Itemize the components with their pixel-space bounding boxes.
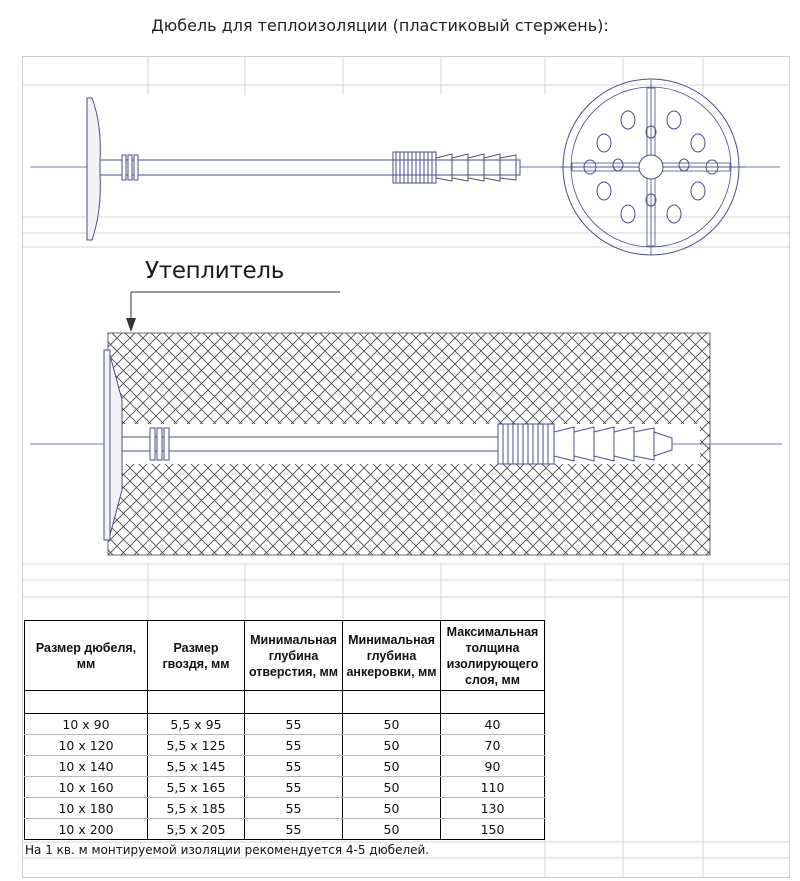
table-row bbox=[25, 756, 545, 777]
cell-insulation-thickness: 130 bbox=[441, 798, 545, 819]
cell-nail-size: 5,5 х 165 bbox=[148, 777, 245, 798]
table-blank-row bbox=[25, 691, 545, 714]
cell-anchor-depth: 50 bbox=[343, 819, 441, 840]
cell-hole-depth: 55 bbox=[245, 798, 343, 819]
cell-dowel-size: 10 х 140 bbox=[25, 756, 148, 777]
cell-insulation-thickness: 110 bbox=[441, 777, 545, 798]
cell-dowel-size: 10 х 120 bbox=[25, 735, 148, 756]
table-row bbox=[25, 735, 545, 756]
header-nail-size: Размер гвоздя, мм bbox=[148, 621, 245, 691]
cell-dowel-size: 10 х 200 bbox=[25, 819, 148, 840]
insulation-leader-line bbox=[126, 292, 340, 332]
cell-hole-depth: 55 bbox=[245, 777, 343, 798]
cell-anchor-depth: 50 bbox=[343, 777, 441, 798]
header-min-anchor-depth: Минимальная глубина анкеровки, мм bbox=[343, 621, 441, 691]
insulation-section bbox=[30, 333, 782, 555]
cell-nail-size: 5,5 х 205 bbox=[148, 819, 245, 840]
dowel-spec-table bbox=[24, 620, 545, 840]
cell-insulation-thickness: 40 bbox=[441, 714, 545, 735]
cell-nail-size: 5,5 х 185 bbox=[148, 798, 245, 819]
dowel-head-front-view bbox=[560, 79, 745, 255]
table-row bbox=[25, 714, 545, 735]
cell-nail-size: 5,5 х 145 bbox=[148, 756, 245, 777]
cell-insulation-thickness: 90 bbox=[441, 756, 545, 777]
table-row bbox=[25, 819, 545, 840]
cell-dowel-size: 10 х 160 bbox=[25, 777, 148, 798]
cell-hole-depth: 55 bbox=[245, 819, 343, 840]
table-row bbox=[25, 777, 545, 798]
cell-dowel-size: 10 х 90 bbox=[25, 714, 148, 735]
table-header-row bbox=[25, 621, 545, 691]
header-min-hole-depth: Минимальная глубина отверстия, мм bbox=[245, 621, 343, 691]
cell-nail-size: 5,5 х 95 bbox=[148, 714, 245, 735]
header-dowel-size: Размер дюбеля, мм bbox=[25, 621, 148, 691]
cell-anchor-depth: 50 bbox=[343, 756, 441, 777]
table-row bbox=[25, 798, 545, 819]
recommendation-note: На 1 кв. м монтируемой изоляции рекомендуется 4-5 дюбелей. bbox=[25, 843, 430, 857]
header-max-insulation-thickness: Максимальная толщина изолирующего слоя, мм bbox=[441, 621, 545, 691]
cell-anchor-depth: 50 bbox=[343, 798, 441, 819]
cell-insulation-thickness: 70 bbox=[441, 735, 545, 756]
cell-hole-depth: 55 bbox=[245, 756, 343, 777]
cell-insulation-thickness: 150 bbox=[441, 819, 545, 840]
cell-anchor-depth: 50 bbox=[343, 735, 441, 756]
cell-nail-size: 5,5 х 125 bbox=[148, 735, 245, 756]
insulation-label: Утеплитель bbox=[145, 258, 285, 284]
page-title: Дюбель для теплоизоляции (пластиковый стержень): bbox=[151, 16, 609, 35]
cell-dowel-size: 10 х 180 bbox=[25, 798, 148, 819]
cell-anchor-depth: 50 bbox=[343, 714, 441, 735]
cell-hole-depth: 55 bbox=[245, 714, 343, 735]
cell-hole-depth: 55 bbox=[245, 735, 343, 756]
